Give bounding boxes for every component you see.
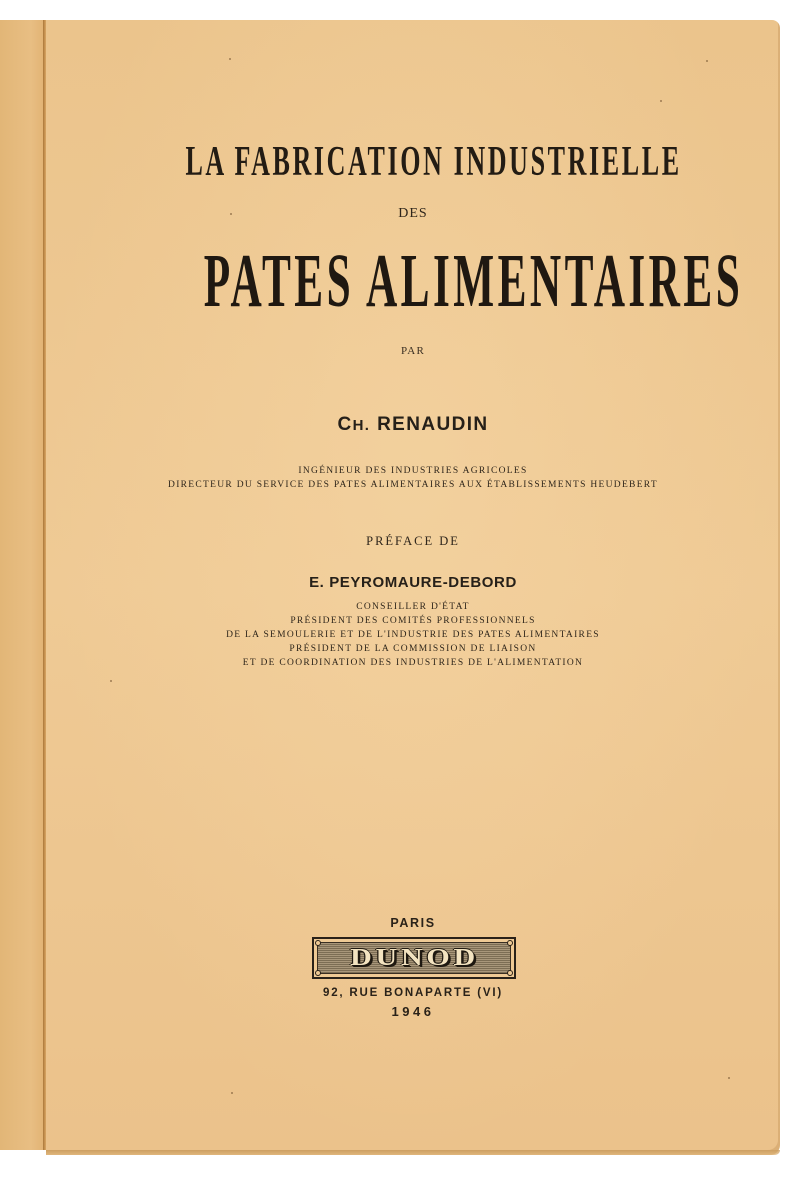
title-line-2: PATES ALIMENTAIRES [203, 239, 744, 323]
rivet-icon [507, 940, 513, 946]
preface-author-affiliation: PRÉSIDENT DE LA COMMISSION DE LIAISON [289, 644, 537, 654]
paper-speck [706, 60, 708, 62]
paper-speck [231, 1092, 233, 1094]
author-affiliation: DIRECTEUR DU SERVICE DES PATES ALIMENTAIRES AUX ÉTABLISSEMENTS HEUDEBERT [168, 480, 658, 490]
preface-author-affiliation: PRÉSIDENT DES COMITÉS PROFESSIONNELS [290, 616, 536, 626]
title-connector: DES [398, 206, 428, 221]
previous-page-edge [0, 20, 44, 1150]
imprint-city: PARIS [390, 916, 436, 930]
preface-author-affiliation: DE LA SEMOULERIE ET DE L'INDUSTRIE DES PATES ALIMENTAIRES [226, 630, 600, 640]
rivet-icon [507, 970, 513, 976]
paper-speck [229, 58, 231, 60]
author-affiliation: INGÉNIEUR DES INDUSTRIES AGRICOLES [298, 466, 528, 476]
author-name [46, 414, 780, 436]
paper-speck [660, 100, 662, 102]
imprint-year: 1946 [391, 1004, 435, 1019]
paper-speck [230, 213, 232, 215]
rivet-icon [315, 940, 321, 946]
preface-author-name: E. PEYROMAURE-DEBORD [309, 574, 517, 591]
preface-label: PRÉFACE DE [366, 534, 460, 548]
by-label: PAR [401, 345, 425, 357]
publisher-name: DUNOD [349, 944, 479, 971]
preface-author-affiliation: ET DE COORDINATION DES INDUSTRIES DE L'ALIMENTATION [242, 658, 584, 668]
author-initial: C [337, 414, 353, 435]
imprint-address: 92, RUE BONAPARTE (VI) [323, 987, 503, 999]
publisher-logo-plate [317, 942, 511, 974]
title-line-1: LA FABRICATION INDUSTRIELLE [185, 139, 682, 185]
paper-speck [110, 680, 112, 682]
author-initial-suffix: H. [352, 417, 371, 434]
rivet-icon [315, 970, 321, 976]
paper-speck [728, 1077, 730, 1079]
publisher-logo [312, 937, 516, 979]
author-surname: RENAUDIN [377, 414, 489, 435]
page-stack-edge [46, 1150, 780, 1155]
title-page-content [46, 20, 780, 1150]
preface-author-affiliation: CONSEILLER D'ÉTAT [356, 602, 470, 612]
